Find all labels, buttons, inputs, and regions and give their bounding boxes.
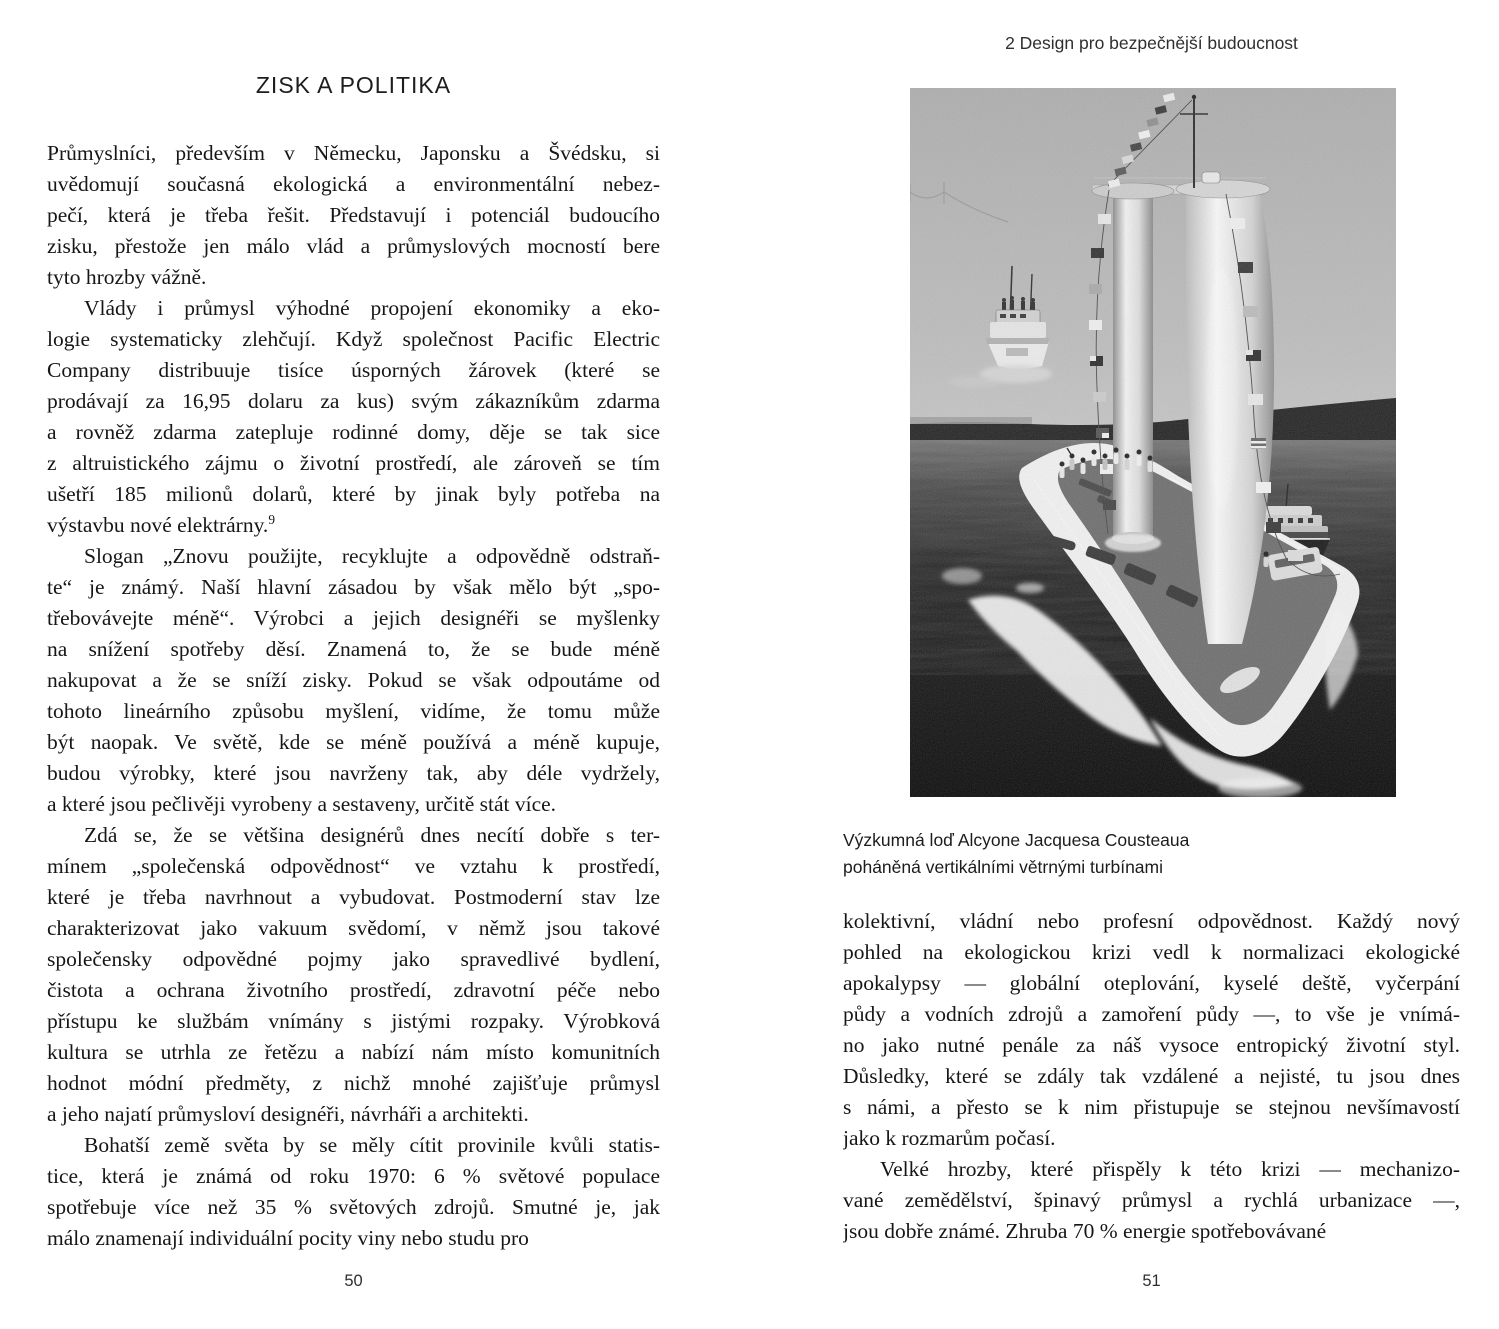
- text-line: které je třeba navrhnout a vybudovat. Postmoderní stav lze: [47, 885, 660, 909]
- text-line: no jako nutné penále za náš vysoce entropický životní styl.: [843, 1033, 1460, 1057]
- film-grain: [910, 88, 1396, 797]
- paragraph: [47, 820, 660, 1130]
- text-line: vané zemědělství, špinavý průmysl a rychlá urbanizace —,: [843, 1188, 1460, 1212]
- page-number-right: 51: [1142, 1272, 1161, 1290]
- section-heading: ZISK A POLITIKA: [255, 72, 452, 98]
- text-line: te“ je známý. Naší hlavní zásadou by však mělo být „spo-: [47, 575, 660, 599]
- paragraph: [47, 1130, 660, 1254]
- text-line: tice, která je známá od roku 1970: 6 % světové populace: [47, 1164, 660, 1188]
- text-line: na snížení spotřeby děsí. Znamená to, že se bude méně: [47, 637, 660, 661]
- page-number-left: 50: [344, 1272, 363, 1290]
- text-line: pečí, která je třeba řešit. Představují i potenciál budoucího: [47, 203, 660, 227]
- text-line: Důsledky, které se zdály tak vzdálené a nejisté, tu jsou dnes: [843, 1064, 1460, 1088]
- text-line: půdy a vodních zdrojů a zamoření půdy —, to vše je vnímá-: [843, 1002, 1460, 1026]
- text-line: z altruistického zájmu o životní prostředí, ale zároveň se tím: [47, 451, 660, 475]
- text-line: čistota a ochrana životního prostředí, zdravotní péče nebo: [47, 978, 660, 1002]
- paragraph: [47, 541, 660, 820]
- text-line: tyto hrozby vážně.: [47, 265, 207, 289]
- text-line: Průmyslníci, především v Německu, Japonsku a Švédsku, si: [47, 141, 660, 165]
- paragraph: [47, 138, 660, 293]
- alcyone-photo-art: [910, 88, 1396, 797]
- ship-photo: [910, 88, 1396, 797]
- text-line: s námi, a přesto se k nim přistupuje se stejnou nevšímavostí: [843, 1095, 1460, 1119]
- text-line: být naopak. Ve světě, kde se méně používá a méně kupuje,: [47, 730, 660, 754]
- paragraph: [843, 906, 1460, 1154]
- text-line: charakterizovat jako vakuum svědomí, v němž jsou takové: [47, 916, 660, 940]
- text-line: jako k rozmarům počasí.: [843, 1126, 1056, 1150]
- paragraph: [47, 293, 660, 541]
- text-line: hodnot módní předměty, z nichž mnohé zajišťuje průmysl: [47, 1071, 660, 1095]
- text-line: logie systematicky zlehčují. Když společnost Pacific Electric: [47, 327, 660, 351]
- right-page-body: [843, 906, 1460, 1247]
- text-line: Velké hrozby, které přispěly k této krizi — mechanizo-: [880, 1157, 1460, 1181]
- text-line: jsou dobře známé. Zhruba 70 % energie spotřebovávané: [843, 1219, 1327, 1243]
- text-line: Bohatší země světa by se měly cítit provinile kvůli statis-: [84, 1133, 660, 1157]
- text-line: třebovávejte méně“. Výrobci a jejich designéři se myšlenky: [47, 606, 660, 630]
- text-line: Company distribuuje tisíce úsporných žárovek (které se: [47, 358, 660, 382]
- text-line: spotřebuje více než 35 % světových zdrojů. Smutné je, jak: [47, 1195, 660, 1219]
- text-line: Slogan „Znovu použijte, recyklujte a odpovědně odstraň-: [84, 544, 660, 568]
- text-line: a jeho najatí průmysloví designéři, návrháři a architekti.: [47, 1102, 529, 1126]
- running-header: 2 Design pro bezpečnější budoucnost: [1005, 33, 1298, 53]
- text-line: uvědomují současná ekologická a environmentální nebez-: [47, 172, 660, 196]
- text-line: Vlády i průmysl výhodné propojení ekonomiky a eko-: [84, 296, 660, 320]
- text-line: společensky odpovědné pojmy jako spravedlivé bydlení,: [47, 947, 660, 971]
- text-line: mínem „společenská odpovědnost“ ve vztahu k prostředí,: [47, 854, 660, 878]
- text-line: kolektivní, vládní nebo profesní odpovědnost. Každý nový: [843, 909, 1460, 933]
- text-line: zisku, přestože jen málo vlád a průmyslových mocností bere: [47, 234, 660, 258]
- text-line: kultura se utrhla ze řetězu a nabízí nám místo komunitních: [47, 1040, 660, 1064]
- photo-caption: [843, 827, 1443, 880]
- text-line: a které jsou pečlivěji vyrobeny a sestaveny, určitě stát více.: [47, 792, 557, 816]
- left-page-body: [47, 138, 660, 1254]
- text-line: pohled na ekologickou krizi vedl k normalizaci ekologické: [843, 940, 1460, 964]
- text-line: tohoto lineárního způsobu myšlení, vidíme, že tomu může: [47, 699, 660, 723]
- text-line: výstavbu nové elektrárny.$^9$: [47, 511, 275, 537]
- text-line: apokalypsy — globální oteplování, kyselé deště, vyčerpání: [843, 971, 1460, 995]
- text-line: a rovněž zdarma zatepluje rodinné domy, děje se tak sice: [47, 420, 660, 444]
- caption-line: Výzkumná loď Alcyone Jacquesa Cousteaua: [843, 830, 1190, 850]
- text-line: Zdá se, že se většina designérů dnes necítí dobře s ter-: [84, 823, 660, 847]
- text-line: málo znamenají individuální pocity viny nebo studu pro: [47, 1226, 529, 1250]
- text-line: nakupovat a že se sníží zisky. Pokud se však odpoutáme od: [47, 668, 660, 692]
- paragraph: [843, 1154, 1460, 1247]
- text-line: přístupu ke službám vnímány s jistými rozpaky. Výrobková: [47, 1009, 660, 1033]
- text-line: budou výrobky, které jsou navrženy tak, aby déle vydržely,: [47, 761, 660, 785]
- caption-line: poháněná vertikálními větrnými turbínami: [843, 856, 1164, 877]
- text-line: ušetří 185 milionů dolarů, které by jinak byly potřeba na: [47, 482, 660, 506]
- text-line: prodávají za 16,95 dolaru za kus) svým zákazníkům zdarma: [47, 389, 660, 413]
